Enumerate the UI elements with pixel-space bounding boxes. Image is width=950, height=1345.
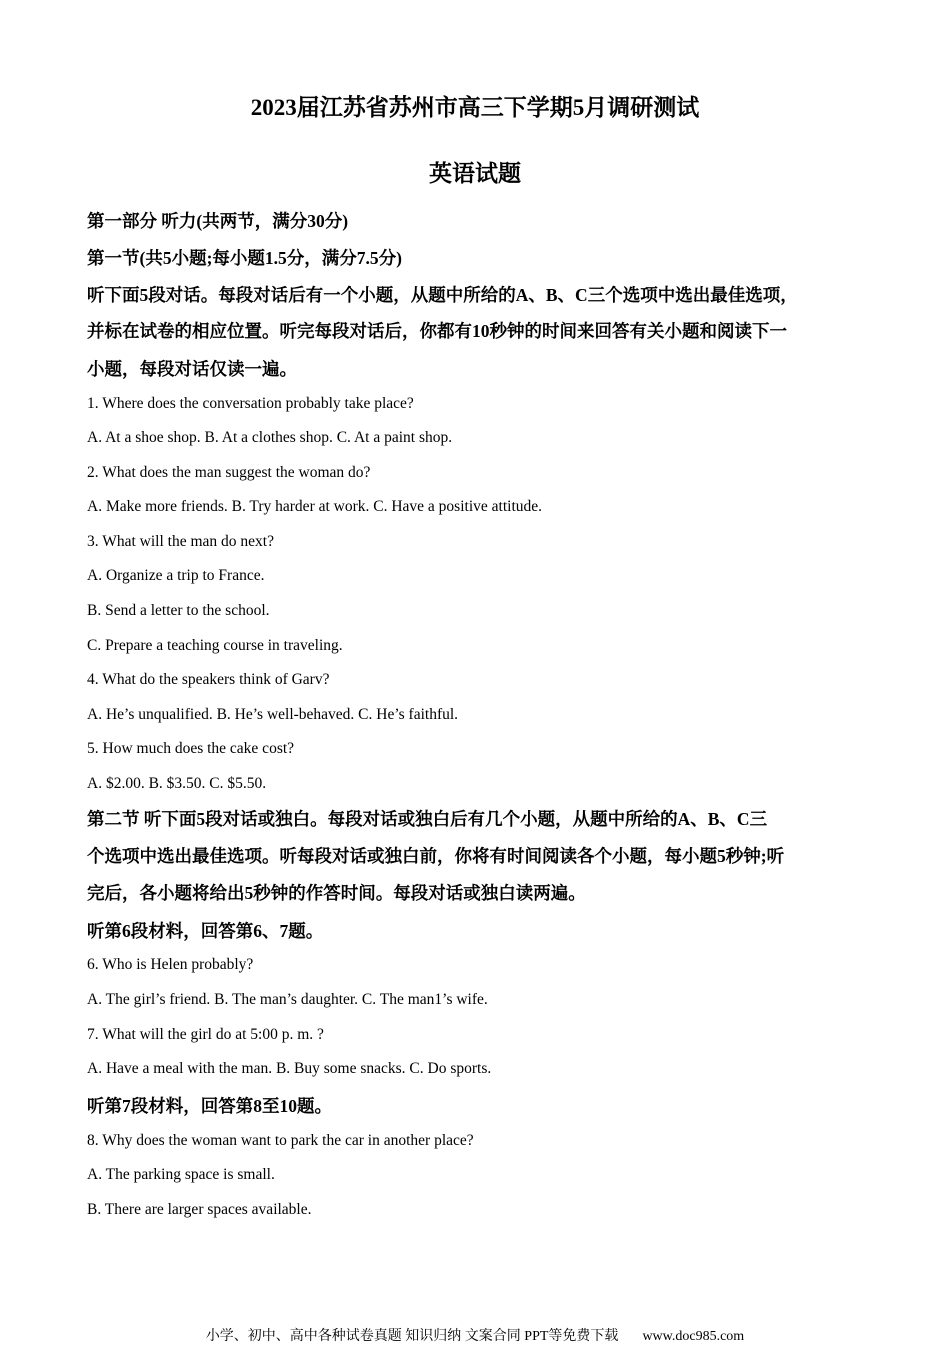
- section-heading-line: 个选项中选出最佳选项。听每段对话或独白前，你将有时间阅读各个小题，每小题5秒钟;听: [87, 846, 785, 866]
- exam-title: 2023届江苏省苏州市高三下学期5月调研测试: [250, 95, 700, 120]
- question-line: 8. Why does the woman want to park the car in another place?: [87, 1132, 474, 1149]
- section-heading-line: 第一节(共5小题;每小题1.5分，满分7.5分): [87, 248, 402, 268]
- section-heading-line: 完后，各小题将给出5秒钟的作答时间。每段对话或独白读两遍。: [87, 883, 586, 903]
- question-line: A. Make more friends. B. Try harder at work. C. Have a positive attitude.: [87, 498, 543, 515]
- question-line: A. He’s unqualified. B. He’s well-behaved. C. He’s faithful.: [87, 706, 459, 723]
- question-line: A. The parking space is small.: [87, 1166, 275, 1183]
- question-line: 7. What will the girl do at 5:00 p. m. ?: [87, 1026, 324, 1043]
- question-line: 3. What will the man do next?: [87, 533, 274, 550]
- question-line: 6. Who is Helen probably?: [87, 956, 254, 973]
- section-heading-line: 第一部分 听力(共两节，满分30分): [87, 211, 349, 231]
- question-line: B. There are larger spaces available.: [87, 1201, 312, 1218]
- question-line: 4. What do the speakers think of Garv?: [87, 671, 330, 688]
- exam-subtitle: 英语试题: [429, 161, 521, 186]
- question-line: A. At a shoe shop. B. At a clothes shop. C. At a paint shop.: [87, 429, 453, 446]
- question-line: 2. What does the man suggest the woman do?: [87, 464, 371, 481]
- section-heading-line: 第二节 听下面5段对话或独白。每段对话或独白后有几个小题，从题中所给的A、B、C三: [87, 809, 768, 829]
- question-line: A. $2.00. B. $3.50. C. $5.50.: [87, 775, 267, 792]
- question-line: 5. How much does the cake cost?: [87, 740, 295, 757]
- question-line: A. Have a meal with the man. B. Buy some snacks. C. Do sports.: [87, 1060, 492, 1077]
- question-line: A. The girl’s friend. B. The man’s daughter. C. The man1’s wife.: [87, 991, 488, 1008]
- section-heading-line: 小题，每段对话仅读一遍。: [87, 359, 297, 379]
- section-heading-line: 并标在试卷的相应位置。听完每段对话后，你都有10秒钟的时间来回答有关小题和阅读下一: [87, 321, 787, 341]
- section-heading-line: 听第7段材料，回答第8至10题。: [87, 1096, 332, 1116]
- question-line: 1. Where does the conversation probably take place?: [87, 395, 414, 412]
- question-line: C. Prepare a teaching course in traveling.: [87, 637, 343, 654]
- section-heading-line: 听第6段材料，回答第6、7题。: [87, 921, 324, 941]
- question-line: B. Send a letter to the school.: [87, 602, 270, 619]
- question-line: A. Organize a trip to France.: [87, 567, 265, 584]
- footer-text: 小学、初中、高中各种试卷真题 知识归纳 文案合同 PPT等免费下载: [205, 1329, 619, 1344]
- footer-url: www.doc985.com: [642, 1329, 745, 1344]
- page-footer: [0, 1325, 950, 1345]
- section-heading-line: 听下面5段对话。每段对话后有一个小题，从题中所给的A、B、C三个选项中选出最佳选项，: [87, 285, 798, 305]
